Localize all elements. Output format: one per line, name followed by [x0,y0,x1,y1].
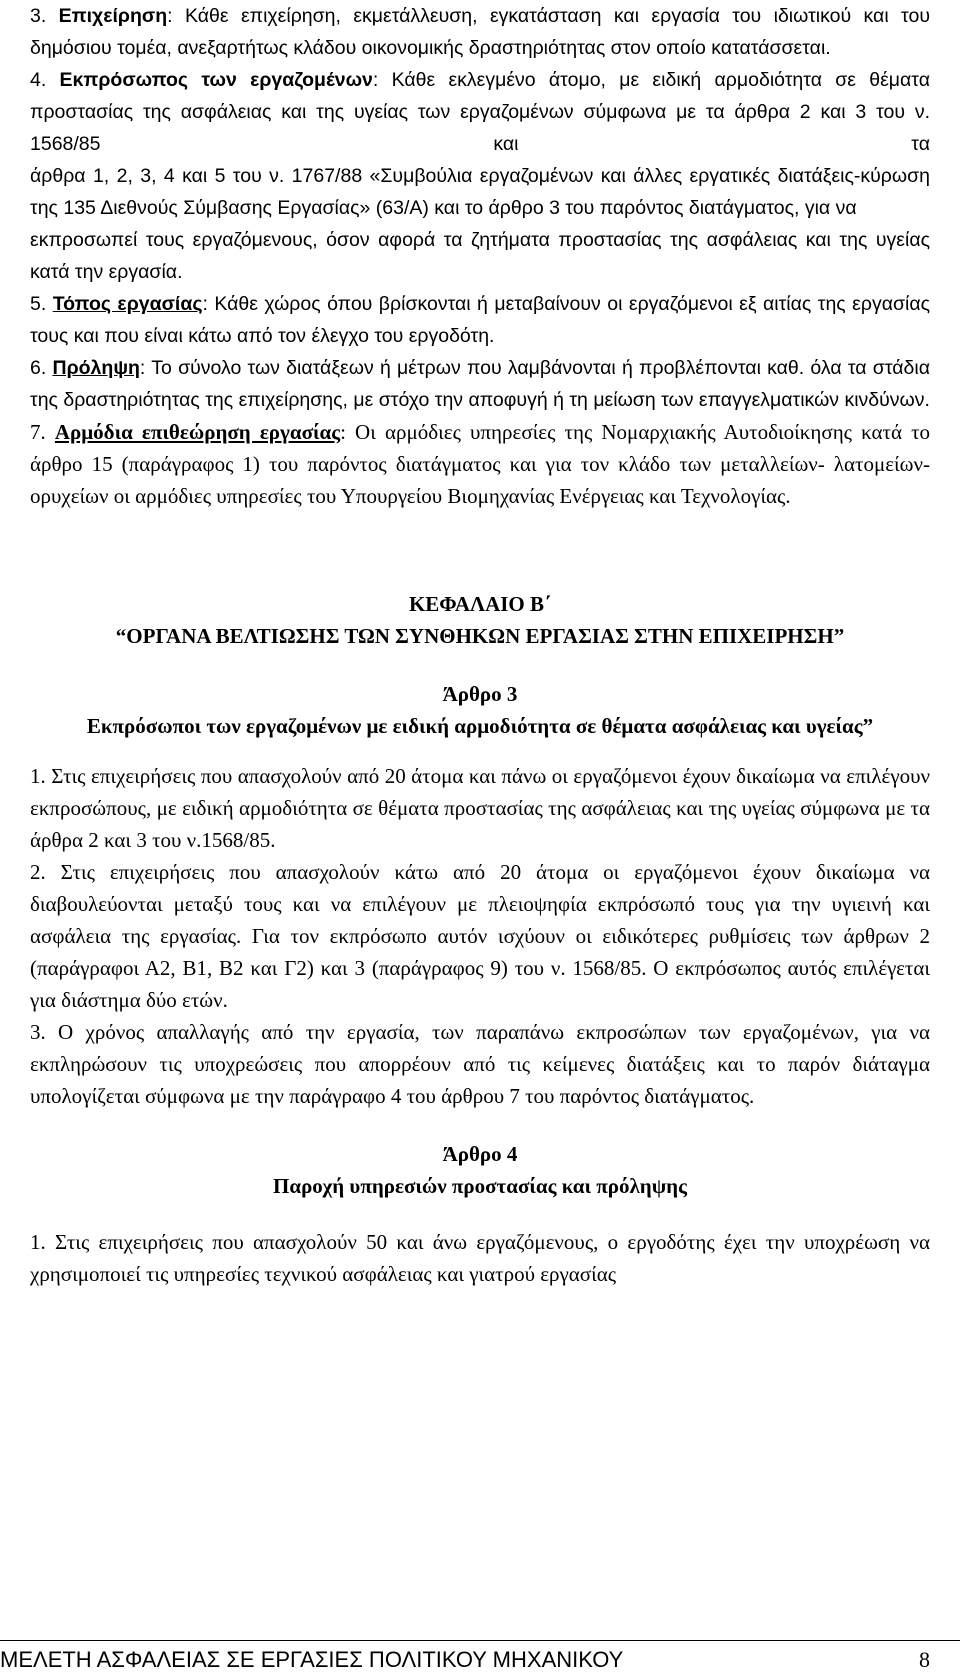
definition-6 [30,352,930,416]
definition-4-text: : Κάθε εκλεγμένο άτομο, με ειδική αρμοδιότητα σε θέματα προστασίας της ασφάλειας και της υγείας των εργαζομένων σύμφωνα με τα άρθρα 2 και 3 του ν. 1568/85 και τα [30,69,930,155]
definition-4-continued-2: εκπροσωπεί τους εργαζόμενους, όσον αφορά τα ζητήματα προστασίας της ασφάλειας και της υγείας κατά την εργασία. [30,229,930,283]
definition-5 [30,288,930,352]
definition-7-continued: ορυχείων οι αρμόδιες υπηρεσίες του Υπουργείου Βιομηχανίας Ενέργειας και Τεχνολογίας. [30,484,791,508]
article-3-paragraph-3: 3. Ο χρόνος απαλλαγής από την εργασία, των παραπάνω εκπροσώπων των εργαζομένων, για να εκπληρώσουν τις υποχρεώσεις που απορρέουν από τις κείμενες διατάξεις και το παρόν διάταγμα υπολογίζεται σύμφωνα με την παράγραφο 4 του άρθρου 7 του παρόντος διατάγματος. [30,1020,930,1108]
definition-6-label: 6. [30,357,53,379]
definition-4-term: Εκπρόσωπος των εργαζομένων [59,69,373,91]
article-4-title: Παροχή υπηρεσιών προστασίας και πρόληψης [273,1174,687,1198]
definition-5-text: : Κάθε χώρος όπου βρίσκονται ή μεταβαίνουν οι εργαζόμενοι εξ αιτίας της εργασίας τους και που είναι κάτω από τον έλεγχο του εργοδότη. [30,293,931,347]
definition-7-text: : Οι αρμόδιες υπηρεσίες της Νομαρχιακής Αυτοδιοίκησης κατά το άρθρο 15 (παράγραφος 1) του παρόντος διατάγματος και για τον κλάδο των μεταλλείων- λατομείων- [30,420,931,476]
definition-3-text: : Κάθε επιχείρηση, εκμετάλλευση, εγκατάσταση και εργασία του ιδιωτικού και του δημόσιου τομέα, ανεξαρτήτως κλάδου οικονομικής δραστηριότητας στον οποίο κατατάσσεται. [30,5,930,59]
definition-5-label: 5. [30,293,53,315]
chapter-title: “ΟΡΓΑΝΑ ΒΕΛΤΙΩΣΗΣ ΤΩΝ ΣΥΝΘΗΚΩΝ ΕΡΓΑΣΙΑΣ ΣΤΗΝ ΕΠΙΧΕΙΡΗΣΗ” [115,624,845,648]
page-footer [0,1640,960,1679]
definition-3-term: Επιχείρηση [58,5,168,27]
article-3-number: Άρθρο 3 [442,682,518,706]
article-3-paragraph-1: 1. Στις επιχειρήσεις που απασχολούν από 20 άτομα και πάνω οι εργαζόμενοι έχουν δικαίωμα να επιλέγουν εκπροσώπους, με ειδική αρμοδιότητα σε θέματα προστασίας της ασφάλειας και της υγείας σύμφωνα με τα άρθρα 2 και 3 του ν.1568/85. [30,764,930,852]
definition-6-text: : Το σύνολο των διατάξεων ή μέτρων που λαμβάνονται ή προβλέπονται καθ. όλα τα στάδια της δραστηριότητας της επιχείρησης, με στόχο την αποφυγή ή τη μείωση των επαγγελματικών κινδύνων. [30,357,930,411]
article-4-number: Άρθρο 4 [442,1142,518,1166]
definition-4 [30,64,930,160]
definition-4-continued: άρθρα 1, 2, 3, 4 και 5 του ν. 1767/88 «Συμβούλια εργαζομένων και άλλες εργατικές διατάξεις-κύρωση της 135 Διεθνούς Σύμβασης Εργασίας» (63/Α) και το άρθρο 3 του παρόντος διατάγματος, για να [30,165,930,219]
article-4-paragraph-1: 1. Στις επιχειρήσεις που απασχολούν 50 και άνω εργαζόμενους, ο εργοδότης έχει την υποχρέωση να χρησιμοποιεί τις υπηρεσίες τεχνικού ασφάλειας και γιατρού εργασίας [30,1230,930,1286]
definition-7-term: Αρμόδια επιθεώρηση εργασίας [54,420,341,444]
article-3-title: Εκπρόσωποι των εργαζομένων με ειδική αρμοδιότητα σε θέματα ασφάλειας και υγείας” [86,714,874,738]
definition-7-label: 7. [30,420,55,444]
definition-6-term: Πρόληψη [52,357,140,379]
document-page [30,0,930,1290]
article-3-paragraph-2: 2. Στις επιχειρήσεις που απασχολούν κάτω από 20 άτομα οι εργαζόμενοι έχουν δικαίωμα να διαβουλεύονται μεταξύ τους και να επιλέγουν με πλειοψηφία εκπρόσωπό τους για την υγιεινή και ασφάλεια της εργασίας. Για τον εκπρόσωπο αυτόν ισχύουν οι ειδικότερες ρυθμίσεις των άρθρων 2 (παράγραφοι Α2, Β1, Β2 και Γ2) και 3 (παράγραφος 9) του ν. 1568/85. Ο εκπρόσωπος αυτός επιλέγεται για διάστημα δύο ετών. [30,860,930,1012]
definition-4-label: 4. [30,69,60,91]
definition-3-label: 3. [30,5,59,27]
definition-5-term: Τόπος εργασίας [52,293,203,315]
definition-7 [30,416,930,480]
page-number: 8 [919,1647,930,1672]
definition-3 [30,0,930,64]
footer-title: ΜΕΛΕΤΗ ΑΣΦΑΛΕΙΑΣ ΣΕ ΕΡΓΑΣΙΕΣ ΠΟΛΙΤΙΚΟΥ ΜΗΧΑΝΙΚΟΥ [0,1647,624,1672]
chapter-heading: ΚΕΦΑΛΑΙΟ Β΄ [408,592,552,616]
